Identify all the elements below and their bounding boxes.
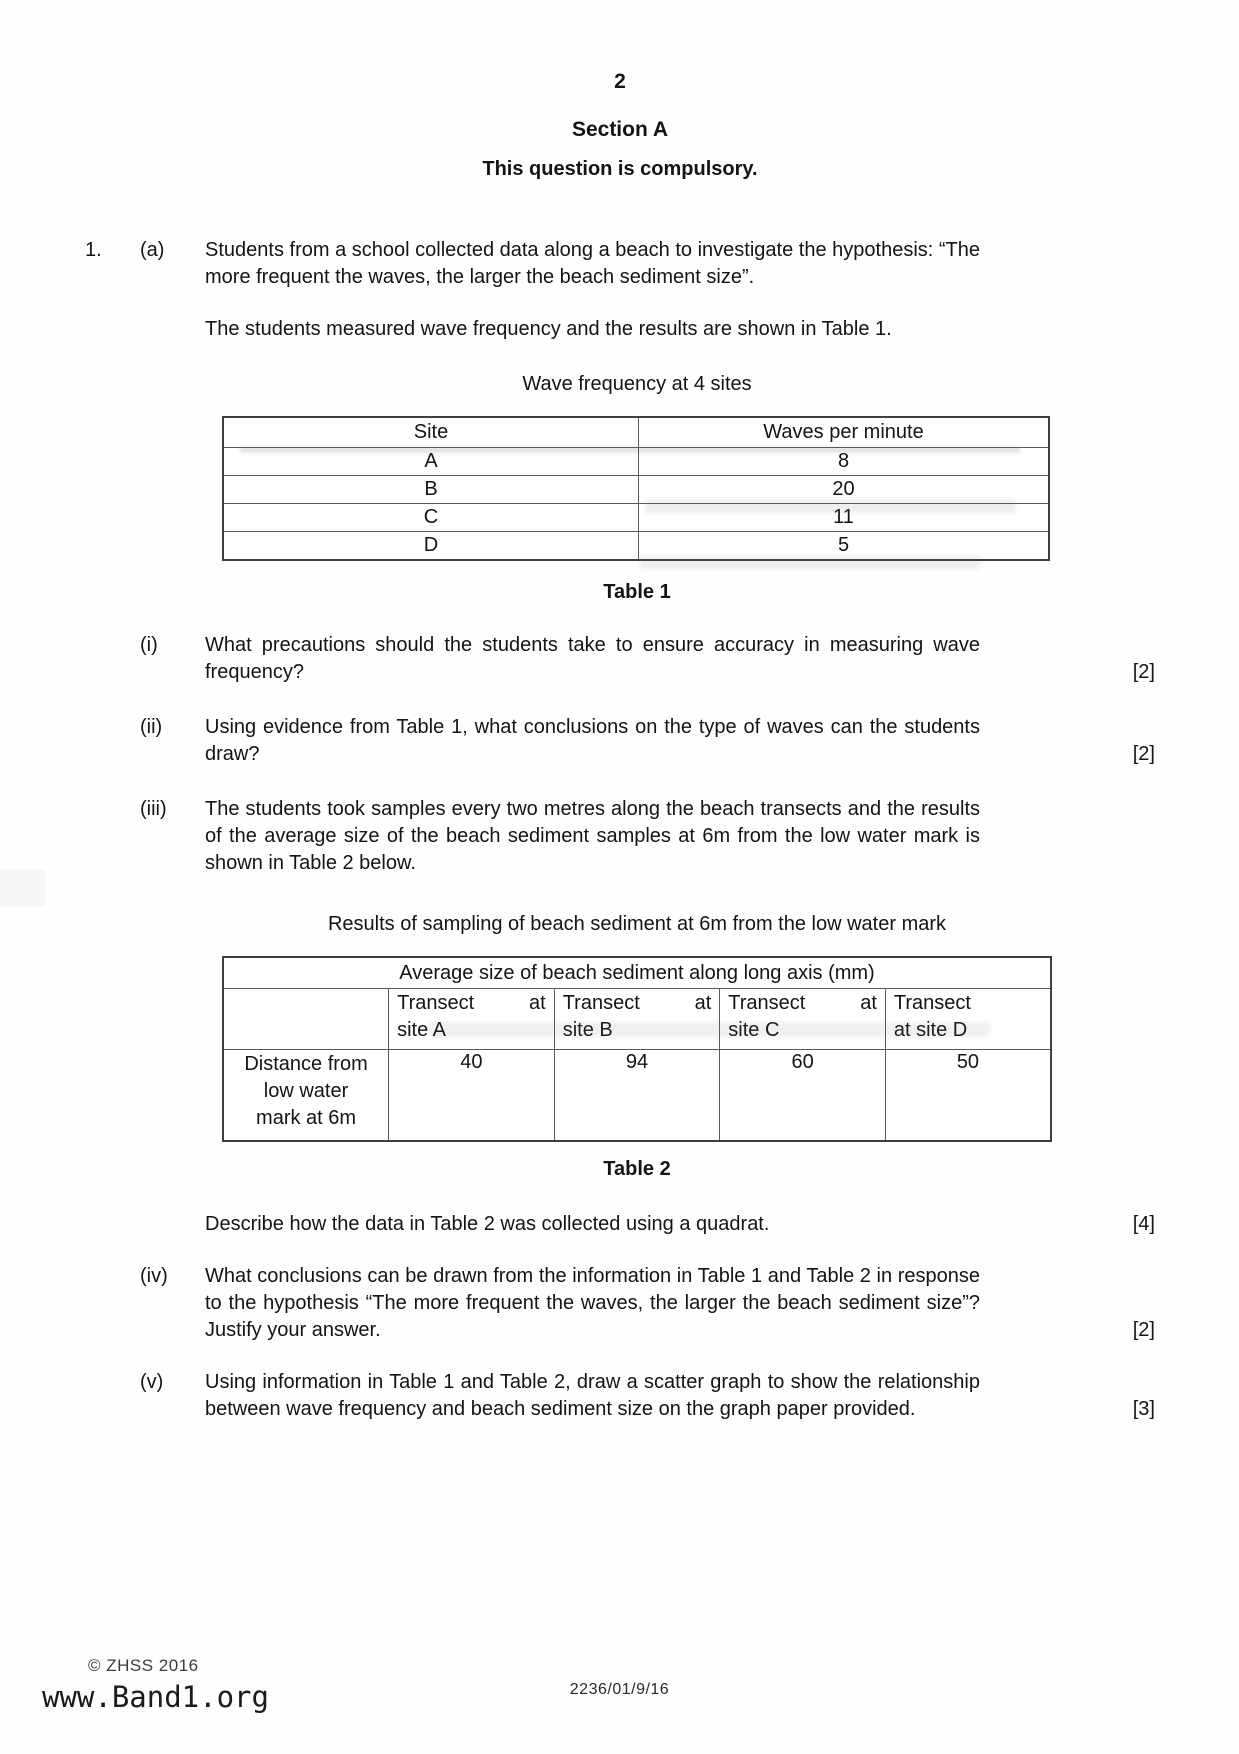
table-1-header-row (223, 417, 1049, 448)
section-heading: Section A (571, 118, 669, 141)
row-label-cell (223, 1050, 389, 1142)
page-content (85, 70, 1155, 1423)
subquestion-i-text: What precautions should the students take to ensure accuracy in measuring wave frequency? (205, 634, 980, 683)
waves-cell: 11 (639, 504, 1050, 532)
subquestion-v (85, 1369, 1155, 1423)
page-number: 2 (614, 70, 626, 93)
header-line: site B (562, 1019, 613, 1041)
value-cell: 94 (554, 1050, 720, 1142)
header-line: site C (728, 1019, 780, 1041)
site-cell: C (223, 504, 639, 532)
transect-c-header (720, 989, 886, 1050)
subquestion-iii-text: The students took samples every two metres along the beach transects and the results of the average size of the beach sediment samples at 6m from the low water mark is shown in Table 2 below. (205, 798, 980, 874)
marks-badge: [4] (1132, 1213, 1155, 1235)
subquestion-i-label: (i) (140, 634, 158, 656)
marks-badge: [3] (1132, 1398, 1155, 1420)
header-line: at site D (893, 1019, 968, 1041)
question-1a (85, 237, 1155, 291)
scan-artifact (0, 870, 45, 906)
row-label-line: low water (263, 1080, 349, 1102)
table-2-title: Results of sampling of beach sediment at 6m from the low water mark (327, 913, 947, 935)
table-1-block (222, 373, 1052, 604)
table-2-caption: Table 2 (603, 1158, 671, 1180)
site-cell: D (223, 532, 639, 561)
paragraph-measured (85, 316, 1155, 343)
question-number: 1. (85, 239, 102, 261)
transect-d-header (885, 989, 1051, 1050)
table-1-header-waves: Waves per minute (639, 417, 1050, 448)
site-cell: A (223, 448, 639, 476)
header-line: site A (397, 1019, 447, 1041)
marks-badge: [2] (1132, 743, 1155, 765)
paper-code: 2236/01/9/16 (569, 1681, 670, 1698)
table-2-block (222, 913, 1052, 1181)
table-2-merged-header-row (223, 957, 1051, 989)
header-line: Transect at (397, 992, 546, 1014)
table-2-merged-header: Average size of beach sediment along long axis (mm) (223, 957, 1051, 989)
section-subheading: This question is compulsory. (482, 158, 758, 180)
paragraph-measured-text: The students measured wave frequency and the results are shown in Table 1. (205, 318, 892, 340)
table-row (223, 532, 1049, 561)
question-1a-text: Students from a school collected data along a beach to investigate the hypothesis: “The more frequent the waves, the larger the beach sediment size”. (205, 239, 980, 288)
table-row (223, 476, 1049, 504)
waves-cell: 8 (639, 448, 1050, 476)
quadrat-question-text: Describe how the data in Table 2 was collected using a quadrat. (205, 1213, 770, 1235)
row-label-line: mark at 6m (256, 1107, 357, 1129)
quadrat-question (85, 1211, 1155, 1238)
value-cell: 50 (885, 1050, 1051, 1142)
table-1 (222, 416, 1050, 561)
table-1-caption: Table 1 (603, 581, 671, 603)
subquestion-i (85, 632, 1155, 686)
header-line: Transect at (562, 992, 712, 1014)
transect-b-header (554, 989, 720, 1050)
table-row (223, 504, 1049, 532)
marks-badge: [2] (1132, 661, 1155, 683)
part-label: (a) (140, 239, 165, 261)
subquestion-iii-label: (iii) (140, 798, 167, 820)
copyright-notice: © ZHSS 2016 (88, 1656, 199, 1671)
marks-badge: [2] (1132, 1319, 1155, 1341)
value-cell: 60 (720, 1050, 886, 1142)
subquestion-v-text: Using information in Table 1 and Table 2, draw a scatter graph to show the relationship between wave frequency and beach sediment size on the graph paper provided. (205, 1371, 980, 1420)
header-line: Transect (893, 992, 971, 1014)
subquestion-ii (85, 714, 1155, 768)
waves-cell: 20 (639, 476, 1050, 504)
table-1-header-site: Site (223, 417, 639, 448)
value-cell: 40 (389, 1050, 555, 1142)
table-row (223, 448, 1049, 476)
corner-cell (223, 989, 389, 1050)
table-2-data-row (223, 1050, 1051, 1142)
subquestion-ii-text: Using evidence from Table 1, what conclusions on the type of waves can the students draw? (205, 716, 980, 765)
subquestion-iv-text: What conclusions can be drawn from the information in Table 1 and Table 2 in response to the hypothesis “The more frequent the waves, the larger the beach sediment size”? Justify your answer. (205, 1265, 980, 1341)
subquestion-v-label: (v) (140, 1371, 164, 1393)
subquestion-ii-label: (ii) (140, 716, 163, 738)
table-2-column-header-row (223, 989, 1051, 1050)
subquestion-iii (85, 796, 1155, 877)
row-label-line: Distance from (244, 1053, 368, 1075)
header-line: Transect at (728, 992, 877, 1014)
subquestion-iv-label: (iv) (140, 1265, 168, 1287)
table-2 (222, 956, 1052, 1142)
transect-a-header (389, 989, 555, 1050)
subquestion-iv (85, 1263, 1155, 1344)
waves-cell: 5 (639, 532, 1050, 561)
watermark: www.Band1.org (42, 1680, 269, 1714)
table-1-title: Wave frequency at 4 sites (522, 373, 752, 395)
site-cell: B (223, 476, 639, 504)
